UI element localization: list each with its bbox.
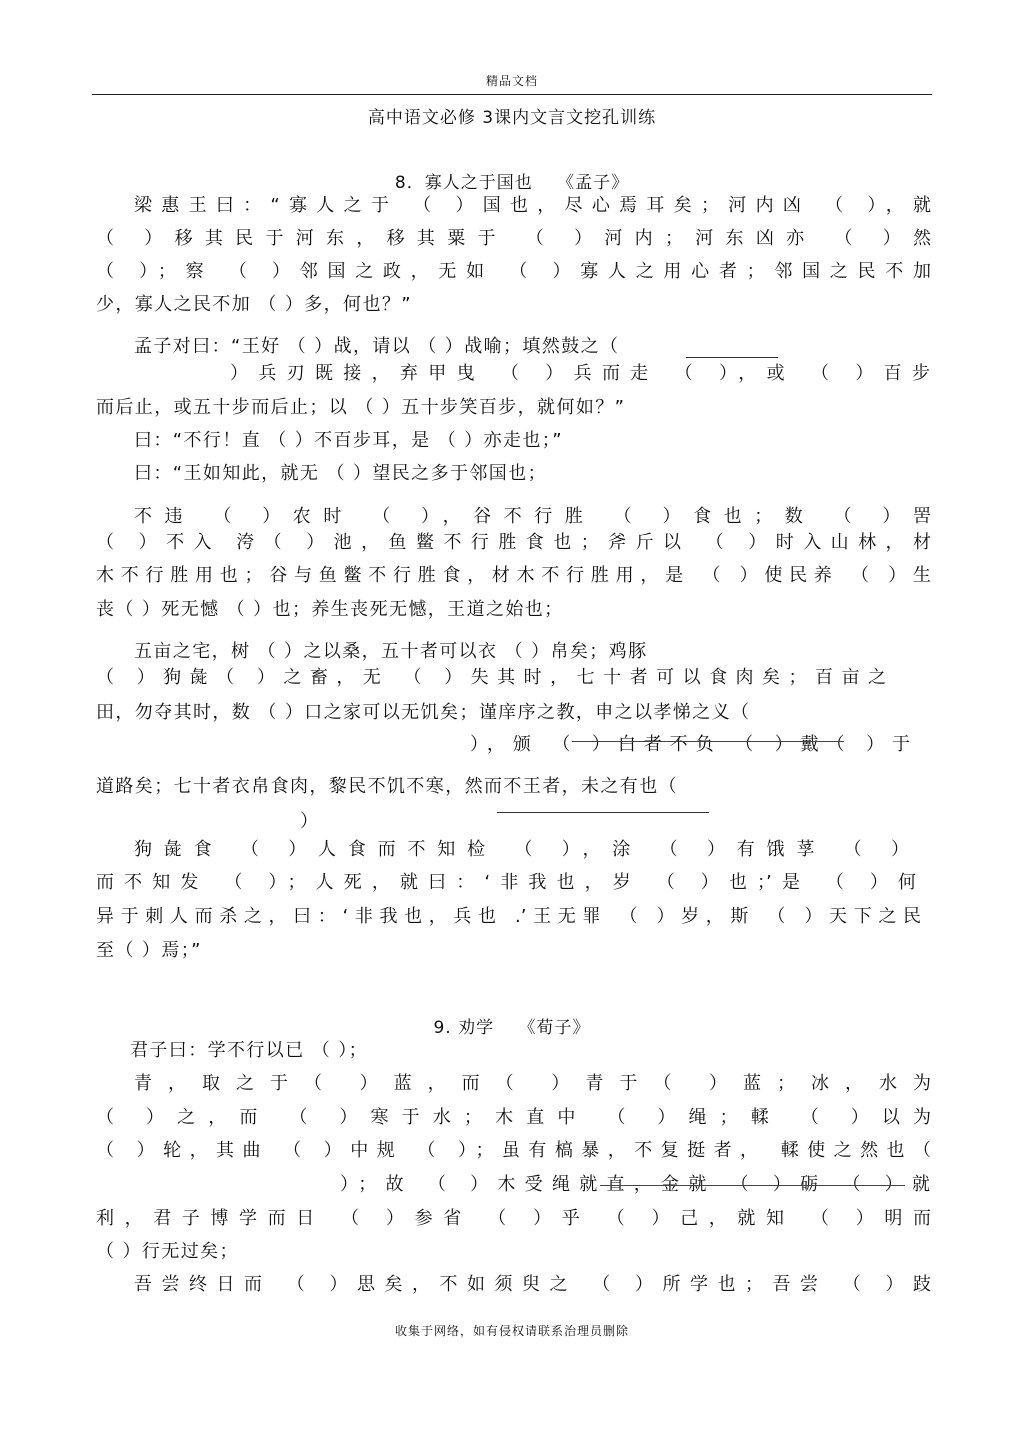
header-rule xyxy=(92,94,932,95)
s8-line-22: 异于刺人而杀之，曰：‘非我也，兵也 .’王无罪 （ ）岁，斯 （ ）天下之民 xyxy=(96,906,921,927)
s9-line-3: （ ）之，而 （ ）寒于水；木直中 （ ）绳；輮 （ ）以为 xyxy=(96,1107,931,1128)
s9-line-7: （ ）行无过矣； xyxy=(96,1241,239,1262)
s8-line-7: 而后止，或五十步而后止；以 （ ）五十步笑百步，就何如？” xyxy=(96,397,626,418)
s9-line-6: 利，君子博学而日 （ ）参省 （ ）乎 （ ）己，就知 （ ）明而 xyxy=(96,1208,931,1229)
s8-line-23: 至（ ）焉；” xyxy=(96,940,202,961)
section-9-heading: 9. 劝学 《荀子》 xyxy=(433,1018,591,1038)
strike-line xyxy=(572,741,844,742)
s8-line-1: 梁惠王曰：“寡人之于 （ ）国也，尽心焉耳矣；河内凶 （ ），就 xyxy=(134,195,931,216)
s8-line-6: ）兵刃既接，弃甲曳 （ ）兵而走 （ ），或 （ ）百步 xyxy=(230,363,930,384)
s8-line-14: 五亩之宅，树 （ ）之以桑，五十者可以衣 （ ）帛矣；鸡豚 xyxy=(134,641,648,662)
answer-rule xyxy=(497,812,709,813)
s8-line-19: ） xyxy=(300,811,320,832)
page-footer: 收集于网络，如有侵权请联系治理员删除 xyxy=(394,1324,629,1338)
s8-line-21: 而不知发 （ ）；人死，就曰：‘非我也，岁 （ ）也；’是 （ ）何 xyxy=(96,872,916,893)
section-8-heading: 8．寡人之于国也 《孟子》 xyxy=(394,173,630,193)
s8-line-17: ），颁 （ ）白者不负 （ ）戴（ ）于 xyxy=(470,734,910,755)
s8-line-8: 曰：“不行！直 （ ）不百步耳，是 （ ）亦走也；” xyxy=(134,430,563,451)
s9-line-2: 青，取之于（ ）蓝，而（ ）青于（ ）蓝；冰，水为 xyxy=(134,1073,931,1094)
s8-line-11: （ ）不入 洿（ ）池，鱼鳖不行胜食也；斧斤以 （ ）时入山林，材 xyxy=(96,532,931,553)
s8-line-16: 田，勿夺其时，数 （ ）口之家可以无饥矣；谨庠序之教，申之以孝悌之义（ xyxy=(96,702,751,723)
s8-line-15: （ ）狗彘（ ）之畜，无 （ ）失其时，七十者可以食肉矣；百亩之 xyxy=(96,667,886,688)
s8-line-4: 少，寡人之民不加 （ ）多，何也？” xyxy=(96,294,412,315)
s8-line-13: 丧（ ）死无憾 （ ）也；养生丧死无憾，王道之始也； xyxy=(96,599,564,620)
page-header: 精品文档 xyxy=(485,74,538,88)
s8-line-5: 孟子对曰：“王好 （ ）战，请以 （ ）战喻；填然鼓之（ xyxy=(134,336,620,357)
s8-line-3: （ ）；察 （ ）邻国之政，无如 （ ）寡人之用心者；邻国之民不加 xyxy=(96,261,931,282)
annotation-underline xyxy=(686,357,778,358)
s8-line-12: 木不行胜用也；谷与鱼鳖不行胜食，材木不行胜用，是 （ ）使民养 （ ）生 xyxy=(96,565,931,586)
s8-line-18: 道路矣；七十者衣帛食肉，黎民不饥不寒，然而不王者，未之有也（ xyxy=(96,776,678,797)
strike-line-2 xyxy=(600,1185,905,1186)
s9-line-8: 吾尝终日而 （ ）思矣，不如须臾之 （ ）所学也；吾尝 （ ）跂 xyxy=(134,1274,931,1295)
s9-line-5: ）；故 （ ）木受绳就直，金就 （ ）砺 （ ）就 xyxy=(340,1174,930,1195)
s8-line-20: 狗彘食 （ ）人食而不知检 （ ），涂 （ ）有饿莩 （ ） xyxy=(134,839,909,860)
s8-line-2: （ ）移其民于河东，移其粟于 （ ）河内；河东凶亦 （ ）然 xyxy=(96,228,931,249)
s8-line-9: 曰：“王如知此，就无 （ ）望民之多于邻国也； xyxy=(134,463,547,484)
s8-line-10: 不违 （ ）农时 （ ），谷不行胜 （ ）食也；数 （ ）罟 xyxy=(134,506,931,527)
s9-line-4: （ ）轮，其曲 （ ）中规 （ ）；虽有槁暴，不复挺者， 輮使之然也（ xyxy=(96,1140,931,1161)
s9-line-1: 君子曰：学不行以已 （ ）； xyxy=(130,1040,369,1061)
document-title: 高中语文必修 3课内文言文挖孔训练 xyxy=(367,108,657,128)
